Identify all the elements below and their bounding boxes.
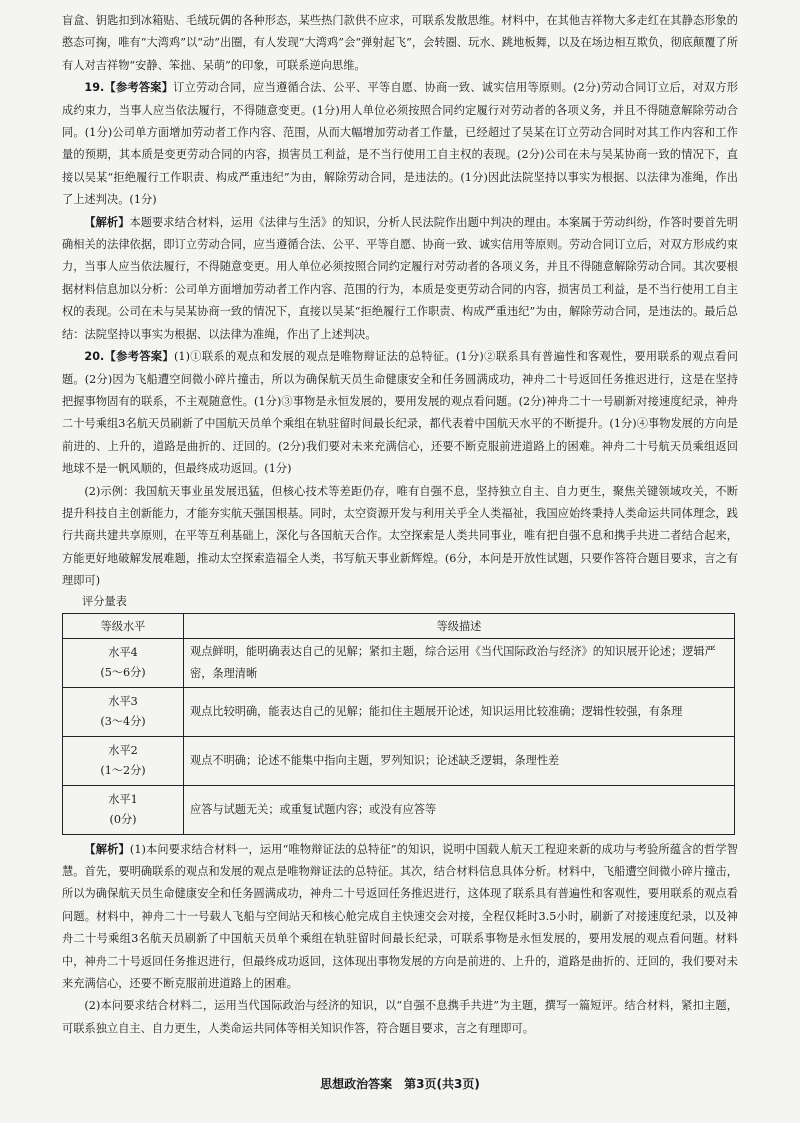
- table-row: [63, 638, 735, 687]
- desc-cell: 应答与试题无关；或重复试题内容；或没有应答等: [184, 785, 735, 834]
- q20-answer-part2: (2)示例：我国航天事业虽发展迅猛，但核心技术等差距仍存，唯有自强不息，坚持独立自主、自力更生，聚焦关键领域攻关，不断提升科技自主创新能力，才能夯实航天强国根基。同时，太空资源开发与利用关乎全人类福祉，我国应始终秉持人类命运共同体理念，践行共商共建共享原则，在平等互利基础上，深化与各国航天合作。太空探索是人类共同事业，唯有把自强不息和携手共进二者结合起来，方能更好地破解发展难题，推动太空探索造福全人类，书写航天事业新辉煌。(6分，本问是开放性试题，只要作答符合题目要求，言之有理即可): [62, 484, 738, 588]
- header-level: 等级水平: [63, 613, 184, 638]
- desc-cell: 观点比较明确，能表达自己的见解；能扣住主题展开论述，知识运用比较准确；逻辑性较强，有条理: [184, 687, 735, 736]
- level-cell: 水平3 (3～4分): [63, 687, 184, 736]
- q19-analysis-text: 本题要求结合材料，运用《法律与生活》的知识，分析人民法院作出题中判决的理由。本案属于劳动纠纷，作答时要首先明确相关的法律依据，即订立劳动合同，应当遵循合法、公平、平等自愿、协商一致、诚实信用等原则。劳动合同订立后，对双方形成约束力，当事人应当依法履行，不得随意变更。用人单位必须按照合同约定履行对劳动者的各项义务，并且不得随意解除劳动合同。其次要根据材料信息加以分析：公司单方面增加劳动者工作内容、范围的行为，本质是变更劳动合同的内容，损害员工利益，是不当行使用工自主权的表现。公司在未与吴某协商一致的情况下，直接以吴某“拒绝履行工作职责、构成严重违纪”为由，解除劳动合同，是违法的。最后总结：法院坚持以事实为根据、以法律为准绳，作出了上述判决。: [62, 215, 739, 341]
- level-cell: 水平2 (1～2分): [63, 736, 184, 785]
- level-cell: 水平4 (5～6分): [63, 638, 184, 687]
- table-row: [63, 687, 735, 736]
- q20-analysis-part1: [62, 839, 738, 996]
- header-desc: 等级描述: [184, 613, 735, 638]
- desc-cell: 观点不明确；论述不能集中指向主题，罗列知识；论述缺乏逻辑，条理性差: [184, 736, 735, 785]
- q19-answer-tag: 19.【参考答案】: [84, 81, 174, 95]
- scoring-table-title: 评分量表: [82, 594, 127, 608]
- q20-analysis1-text: (1)本问要求结合材料一，运用“唯物辩证法的总特征”的知识，说明中国载人航天工程迎来新的成功与考验所蕴含的哲学智慧。首先，要明确联系的观点和发展的观点是唯物辩证法的总特征。其次，结合材料信息具体分析。材料中，飞船遭空间微小碎片撞击，所以为确保航天员生命健康安全和任务圆满成功，神舟二十号返回任务推迟进行，这体现了联系具有普遍性和客观性，要用联系的观点看问题。材料中，神舟二十一号载人飞船与空间站天和核心舱完成自主快速交会对接，全程仅耗时3.5小时，刷新了对接速度纪录，以及神舟二十号乘组3名航天员刷新了中国航天员单个乘组在轨驻留时间最长纪录，可联系事物是永恒发展的，要用发展的观点看问题。材料中，神舟二十号返回任务推迟进行，但最终成功返回，这体现出事物发展的方向是前进的、上升的，道路是曲折的、迂回的，我们要对未来充满信心，还要不断克服前进道路上的困难。: [62, 842, 738, 990]
- q20-answer1-text: (1)①联系的观点和发展的观点是唯物辩证法的总特征。(1分)②联系具有普遍性和客观性，要用联系的观点看问题。(2分)因为飞船遭空间微小碎片撞击，所以为确保航天员生命健康安全和任务圆满成功，神舟二十号返回任务推迟进行，这是在坚持把握事物固有的联系，不主观随意性。(1分)③事物是永恒发展的，要用发展的观点看问题。(2分)神舟二十一号刷新对接速度纪录，神舟二十号乘组3名航天员刷新了中国航天员单个乘组在轨驻留时间最长纪录，都代表着中国航天水平的不断提升。(1分)④事物发展的方向是前进的、上升的，道路是曲折的、迂回的。(2分)我们要对未来充满信心，还要不断克服前进道路上的困难。神舟二十号航天员乘组返回地球不是一帆风顺的，但最终成功返回。(1分): [62, 350, 738, 476]
- table-row: [63, 736, 735, 785]
- q20-answer-tag: 20.【参考答案】: [84, 350, 174, 364]
- level-cell: 水平1 (0分): [63, 785, 184, 834]
- scoring-table-header: [63, 613, 735, 638]
- page-footer: 思想政治答案 第3页(共3页): [320, 1077, 480, 1091]
- desc-cell: 观点鲜明，能明确表达自己的见解；紧扣主题，综合运用《当代国际政治与经济》的知识展开论述；逻辑严密，条理清晰: [184, 638, 735, 687]
- q20-answer-part1: [62, 346, 738, 480]
- q19-analysis-tag: 【解析】: [84, 215, 130, 229]
- q20-analysis-part2: (2)本问要求结合材料二，运用当代国际政治与经济的知识，以“自强不息携手共进”为主题，撰写一篇短评。结合材料，紧扣主题，可联系独立自主、自力更生，人类命运共同体等相关知识作答，符合题目要求，言之有理即可。: [62, 999, 738, 1035]
- q20-analysis-tag: 【解析】: [84, 842, 130, 856]
- table-row: [63, 785, 735, 834]
- q19-analysis: [62, 212, 738, 346]
- q19-answer: [62, 77, 738, 211]
- intro-paragraph: 盲盒、钥匙扣到冰箱贴、毛绒玩偶的各种形态，某些热门款供不应求，可联系发散思维。材料中，在其他吉祥物大多走红在其静态形象的憨态可掬，唯有“大湾鸡”以“动”出圈，有人发现“大湾鸡”会“弹射起飞”，会转圈、玩水、跳地板舞，以及在场边相互欺负，彻底颠覆了所有人对吉祥物“安静、笨拙、呆萌”的印象，可联系逆向思维。: [62, 14, 738, 72]
- q19-answer-text: 订立劳动合同，应当遵循合法、公平、平等自愿、协商一致、诚实信用等原则。(2分)劳动合同订立后，对双方形成约束力，当事人应当依法履行，不得随意变更。(1分)用人单位必须按照合同约定履行对劳动者的各项义务，并且不得随意解除劳动合同。(1分)公司单方面增加劳动者工作内容、范围，从而大幅增加劳动者工作量，已经超过了吴某在订立劳动合同时对其工作内容和工作量的预期，其本质是变更劳动合同的内容，损害员工利益，是不当行使用工自主权的表现。(2分)公司在未与吴某协商一致的情况下，直接以吴某“拒绝履行工作职责、构成严重违纪”为由，解除劳动合同，是违法的。(1分)因此法院坚持以事实为根据、以法律为准绳，作出了上述判决。(1分): [62, 81, 738, 207]
- scoring-table: [62, 613, 735, 835]
